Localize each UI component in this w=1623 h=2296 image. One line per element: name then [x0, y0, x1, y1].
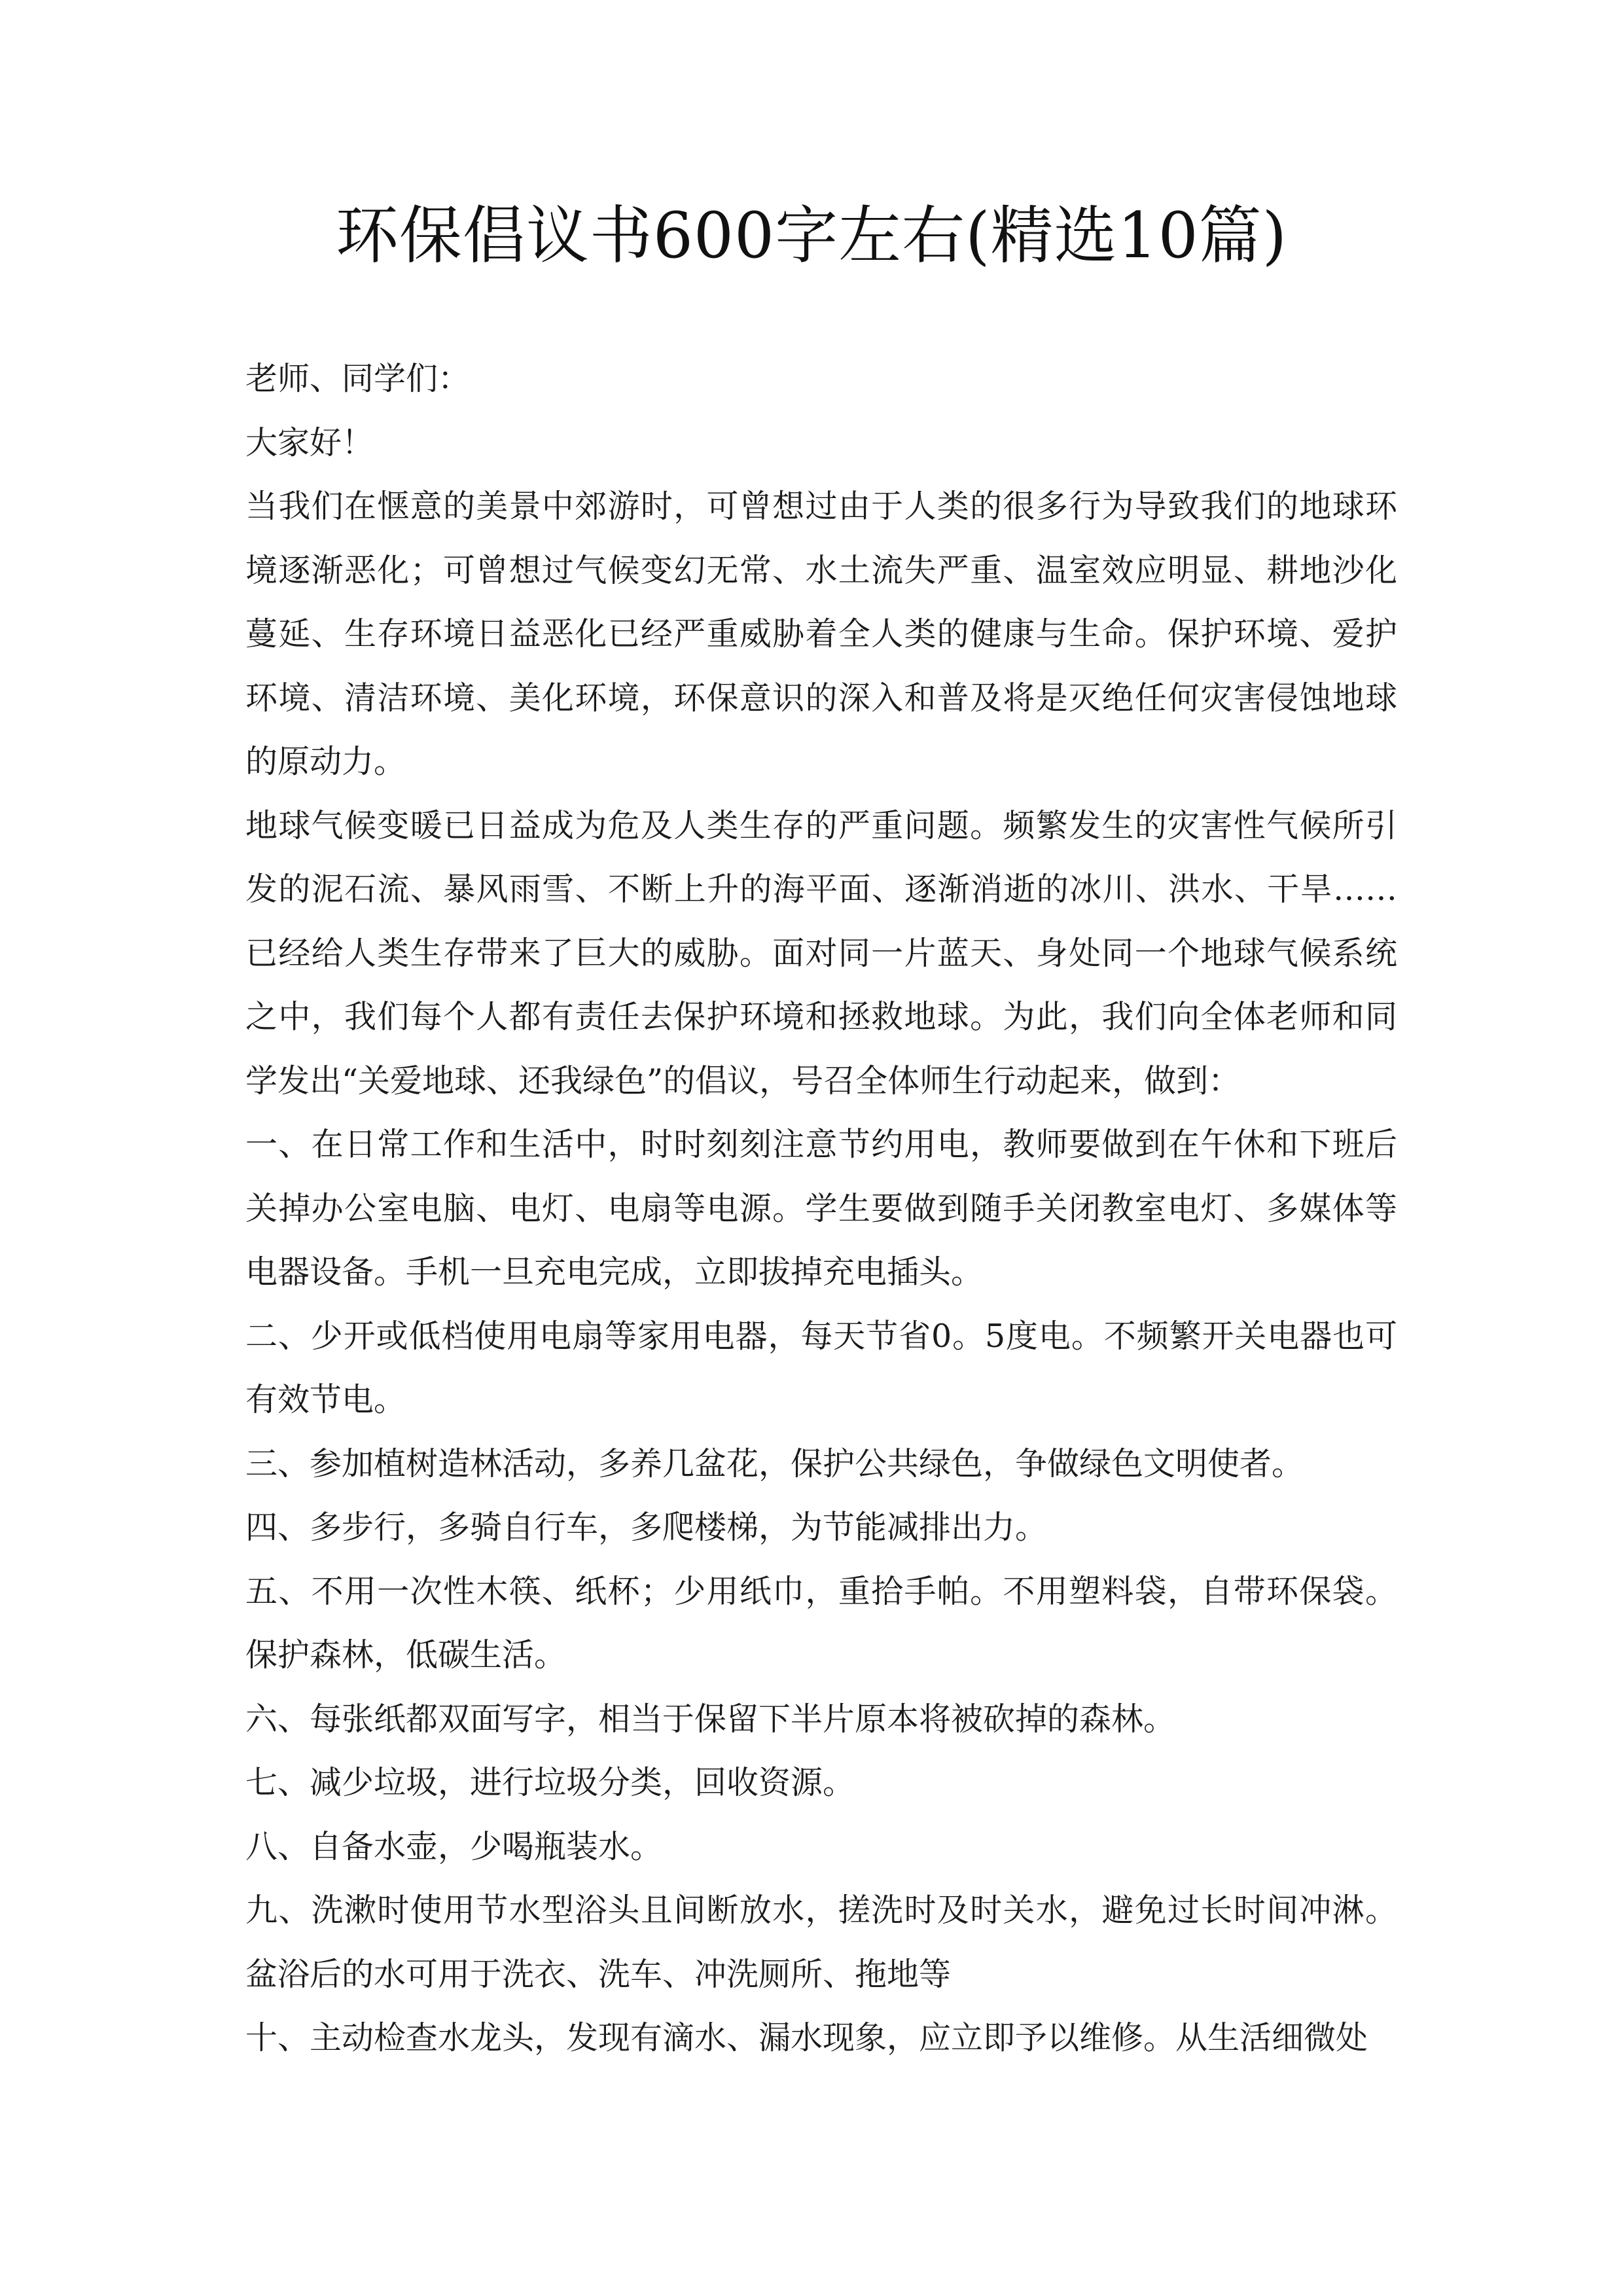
paragraph-climate: 地球气候变暖已日益成为危及人类生存的严重问题。频繁发生的灾害性气候所引发的泥石流、暴风雨雪、不断上升的海平面、逐渐消逝的冰川、洪水、干旱……已经给人类生存带来了巨大的威胁。面对同一片蓝天、身处同一个地球气候系统之中，我们每个人都有责任去保护环境和拯救地球。为此，我们向全体老师和同学发出“关爱地球、还我绿色”的倡议，号召全体师生行动起来，做到： — [245, 806, 1397, 1100]
proposal-item-3: 三、参加植树造林活动，多养几盆花，保护公共绿色，争做绿色文明使者。 — [245, 1444, 1304, 1482]
proposal-item-2: 二、少开或低档使用电扇等家用电器，每天节省0。5度电。不频繁开关电器也可有效节电。 — [245, 1317, 1397, 1418]
paragraph-intro: 当我们在惬意的美景中郊游时，可曾想过由于人类的很多行为导致我们的地球环境逐渐恶化；可曾想过气候变幻无常、水土流失严重、温室效应明显、耕地沙化蔓延、生存环境日益恶化已经严重威胁着全人类的健康与生命。保护环境、爱护环境、清洁环境、美化环境，环保意识的深入和普及将是灭绝任何灾害侵蚀地球的原动力。 — [245, 488, 1397, 780]
proposal-item-8: 八、自备水壶，少喝瓶装水。 — [245, 1827, 663, 1865]
proposal-item-9: 九、洗漱时使用节水型浴头且间断放水，搓洗时及时关水，避免过长时间冲淋。盆浴后的水可用于洗衣、洗车、冲洗厕所、拖地等 — [245, 1892, 1397, 1993]
salutation: 老师、同学们： — [245, 360, 471, 397]
proposal-item-1: 一、在日常工作和生活中，时时刻刻注意节约用电，教师要做到在午休和下班后关掉办公室电脑、电灯、电扇等电源。学生要做到随手关闭教室电灯、多媒体等电器设备。手机一旦充电完成，立即拔掉充电插头。 — [245, 1126, 1397, 1291]
proposal-item-6: 六、每张纸都双面写字，相当于保留下半片原本将被砍掉的森林。 — [245, 1700, 1176, 1738]
document-body — [245, 347, 1397, 2070]
proposal-item-4: 四、多步行，多骑自行车，多爬楼梯，为节能减排出力。 — [245, 1509, 1048, 1546]
proposal-item-7: 七、减少垃圾，进行垃圾分类，回收资源。 — [245, 1764, 855, 1801]
greeting: 大家好！ — [245, 423, 374, 461]
proposal-item-5: 五、不用一次性木筷、纸杯；少用纸巾，重拾手帕。不用塑料袋，自带环保袋。保护森林，低碳生活。 — [245, 1572, 1397, 1674]
proposal-item-10: 十、主动检查水龙头，发现有滴水、漏水现象，应立即予以维修。从生活细微处 — [245, 2019, 1368, 2056]
document-title: 环保倡议书600字左右(精选10篇) — [335, 199, 1288, 272]
